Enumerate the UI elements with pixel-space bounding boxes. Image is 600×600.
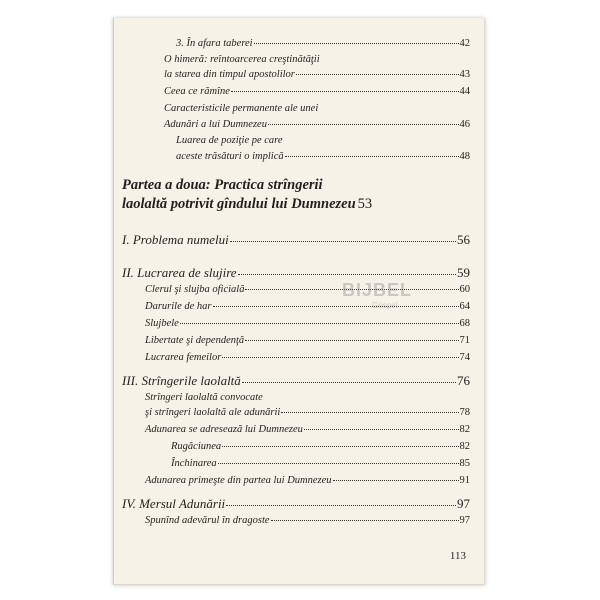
toc-entry: Caracteristicile permanente ale unei — [164, 103, 319, 114]
toc-entry: Clerul şi slujba oficială 60 — [145, 284, 470, 295]
book-page — [113, 18, 485, 585]
chapter-entry: III. Strîngerile laolaltă 76 — [122, 373, 470, 388]
toc-entry: Spunînd adevărul în dragoste 97 — [145, 515, 470, 526]
toc-entry: Adunarea primeşte din partea lui Dumnezeu 91 — [145, 475, 470, 486]
chapter-entry: IV. Mersul Adunării 97 — [122, 496, 470, 511]
toc-entry: şi strîngeri laolaltă ale adunării 78 — [145, 407, 470, 418]
toc-entry: Închinarea 85 — [171, 458, 470, 469]
toc-entry: Lucrarea femeilor 74 — [145, 352, 470, 363]
page-number: 113 — [449, 550, 466, 562]
part-heading: laolaltă potrivit gîndului lui Dumnezeu 53 — [122, 196, 373, 212]
toc-entry: Strîngeri laolaltă convocate — [145, 392, 263, 403]
toc-entry: Darurile de har 64 — [145, 301, 470, 312]
chapter-entry: I. Problema numelui 56 — [122, 232, 470, 247]
watermark: BIJBEL Gospel — [342, 280, 413, 310]
toc-entry: la starea din timpul apostolilor 43 — [164, 69, 470, 80]
toc-entry: Libertate şi dependenţă 71 — [145, 335, 470, 346]
toc-entry: Adunări a lui Dumnezeu 46 — [164, 119, 470, 130]
chapter-entry: II. Lucrarea de slujire 59 — [122, 265, 470, 280]
toc-entry: Adunarea se adresează lui Dumnezeu 82 — [145, 424, 470, 435]
toc-entry: Ceea ce rămîne 44 — [164, 86, 470, 97]
part-heading: Partea a doua: Practica strîngerii — [122, 177, 323, 193]
toc-entry: 3. În afara taberei 42 — [176, 38, 470, 49]
toc-entry: Slujbele 68 — [145, 318, 470, 329]
toc-entry: aceste trăsături o implică 48 — [176, 151, 470, 162]
toc-entry: O himeră: reîntoarcerea creştinătăţii — [164, 54, 320, 65]
toc-entry: Luarea de poziţie pe care — [176, 135, 283, 146]
toc-entry: Rugăciunea 82 — [171, 441, 470, 452]
